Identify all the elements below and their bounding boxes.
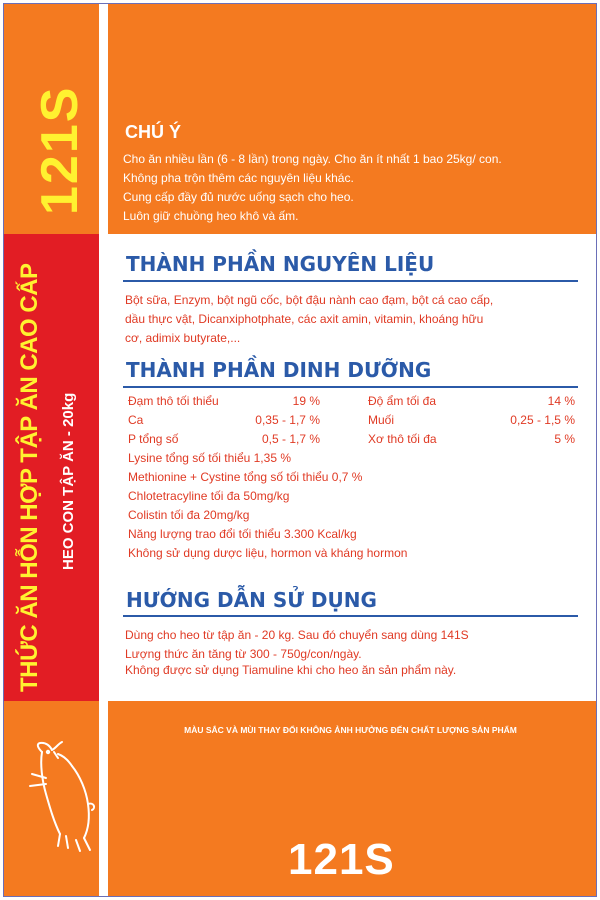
usage-line: Không được sử dụng Tiamuline khi cho heo ăn sản phẩm này.	[125, 663, 457, 677]
nutrient-label: Muối	[368, 413, 395, 427]
usage-line: Lượng thức ăn tăng từ 300 - 750g/con/ngày.	[125, 647, 362, 661]
nutrition-rule	[123, 386, 578, 388]
pig-icon	[28, 738, 100, 853]
nutrient-label: Ca	[128, 413, 144, 427]
nutrient-value: 0,35 - 1,7 %	[255, 413, 320, 427]
usage-line: Dùng cho heo từ tập ăn - 20 kg. Sau đó chuyển sang dùng 141S	[125, 628, 469, 642]
ingredients-title: THÀNH PHẦN NGUYÊN LIỆU	[126, 252, 435, 276]
product-code-bottom: 121S	[288, 835, 395, 884]
note-line: Không pha trộn thêm các nguyên liệu khác.	[123, 171, 354, 185]
ingredients-line: cơ, adimix butyrate,...	[125, 331, 241, 345]
usage-rule	[123, 615, 578, 617]
nutrition-extra: Methionine + Cystine tổng số tối thiểu 0,7 %	[128, 470, 363, 484]
nutrient-label: Độ ẩm tối đa	[368, 394, 437, 408]
note-line: Cung cấp đầy đủ nước uống sạch cho heo.	[123, 190, 354, 204]
product-name-vertical: THỨC ĂN HỖN HỢP TẬP ĂN CAO CẤP	[16, 263, 43, 692]
nutrient-value: 0,5 - 1,7 %	[261, 432, 320, 446]
nutrient-value: 14 %	[547, 394, 575, 408]
ingredients-line: dầu thực vật, Dicanxiphotphate, các axit amin, vitamin, khoáng hữu	[125, 312, 484, 326]
nutrition-extra: Chlotetracyline tối đa 50mg/kg	[128, 489, 290, 503]
nutrition-extra: Lysine tổng số tối thiểu 1,35 %	[128, 451, 291, 465]
nutrition-title: THÀNH PHẦN DINH DƯỠNG	[126, 358, 432, 382]
nutrient-label: Đạm thô tối thiểu	[128, 394, 219, 408]
nutrient-value: 19 %	[292, 394, 320, 408]
nutrition-extra: Colistin tối đa 20mg/kg	[128, 508, 250, 522]
nutrition-extra: Không sử dụng dược liệu, hormon và kháng hormon	[128, 546, 408, 560]
nutrition-extra: Năng lượng trao đổi tối thiểu 3.300 Kcal/kg	[128, 527, 357, 541]
nutrient-value: 0,25 - 1,5 %	[510, 413, 575, 427]
product-subtitle-vertical: HEO CON TẬP ĂN - 20kg	[60, 392, 77, 570]
ingredients-rule	[123, 280, 578, 282]
nutrient-label: P tổng số	[128, 432, 179, 446]
notes-title: CHÚ Ý	[125, 122, 182, 142]
nutrient-label: Xơ thô tối đa	[368, 432, 437, 446]
product-code-vertical: 121S	[31, 85, 89, 215]
note-line: Luôn giữ chuồng heo khô và ấm.	[123, 209, 299, 223]
ingredients-line: Bột sữa, Enzym, bột ngũ cốc, bột đậu nành cao đạm, bột cá cao cấp,	[125, 293, 494, 307]
nutrient-value: 5 %	[554, 432, 575, 446]
note-line: Cho ăn nhiều lần (6 - 8 lần) trong ngày. Cho ăn ít nhất 1 bao 25kg/ con.	[123, 152, 502, 166]
usage-title: HƯỚNG DẪN SỬ DỤNG	[126, 588, 377, 612]
disclaimer-text: MÀU SẮC VÀ MÙI THAY ĐỔI KHÔNG ẢNH HƯỞNG ĐẾN CHẤT LƯỢNG SẢN PHẨM	[184, 725, 517, 735]
